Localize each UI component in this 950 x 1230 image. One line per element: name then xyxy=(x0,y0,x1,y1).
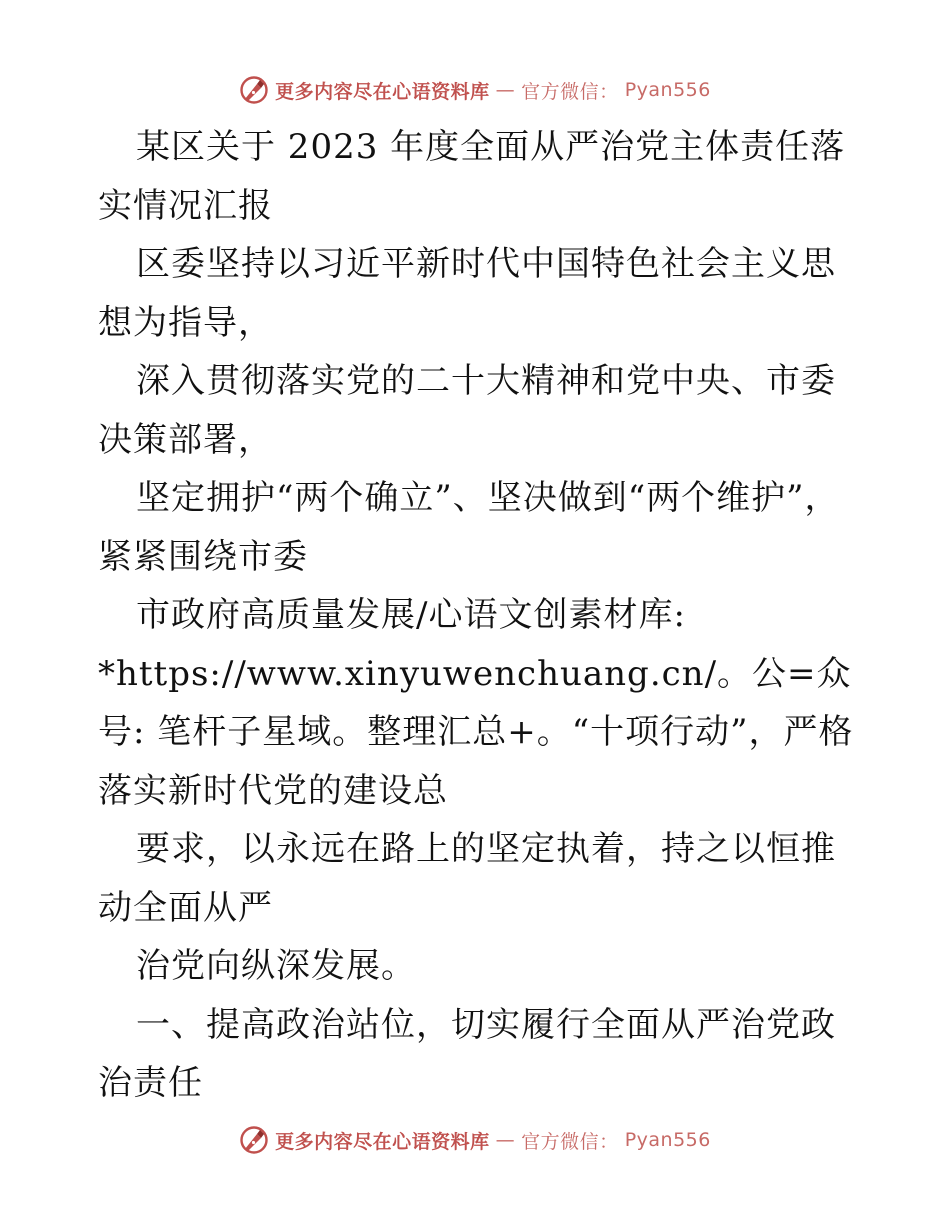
watermark-wechat-id: Pyan556 xyxy=(624,79,711,101)
watermark-site-text: 更多内容尽在心语资料库 xyxy=(275,80,490,103)
header-watermark xyxy=(0,70,950,110)
watermark-wechat-label: 官方微信： xyxy=(521,1130,619,1153)
watermark-dash: — xyxy=(495,79,516,101)
paragraph-url: *https://www.xinyuwenchuang.cn/。公=众号: 笔杆子星域。整理汇总+。“十项行动”，严格落实新时代党的建设总 xyxy=(98,653,854,811)
paragraph: 坚定拥护“两个确立”、坚决做到“两个维护”，紧紧围绕市委 xyxy=(98,478,840,577)
watermark-dash: — xyxy=(495,1129,516,1151)
paragraph: 区委坚持以习近平新时代中国特色社会主义思想为指导， xyxy=(98,244,836,343)
paragraph: 深入贯彻落实党的二十大精神和党中央、市委决策部署， xyxy=(98,361,836,460)
section-heading: 一、提高政治站位，切实履行全面从严治党政治责任 xyxy=(98,1004,836,1103)
footer-watermark xyxy=(0,1120,950,1160)
document-body xyxy=(98,118,858,1113)
pen-nib-logo-icon xyxy=(239,1125,269,1155)
paragraph: 治党向纵深发展。 xyxy=(136,946,416,986)
pen-nib-logo-icon xyxy=(239,75,269,105)
document-title: 某区关于 2023 年度全面从严治党主体责任落实情况汇报 xyxy=(98,127,846,226)
paragraph: 市政府高质量发展/心语文创素材库: xyxy=(136,595,686,635)
watermark-banner xyxy=(239,75,711,105)
watermark-banner xyxy=(239,1125,711,1155)
watermark-wechat-label: 官方微信： xyxy=(521,80,619,103)
watermark-site-text: 更多内容尽在心语资料库 xyxy=(275,1130,490,1153)
paragraph: 要求，以永远在路上的坚定执着，持之以恒推动全面从严 xyxy=(98,829,836,928)
watermark-wechat-id: Pyan556 xyxy=(624,1129,711,1151)
